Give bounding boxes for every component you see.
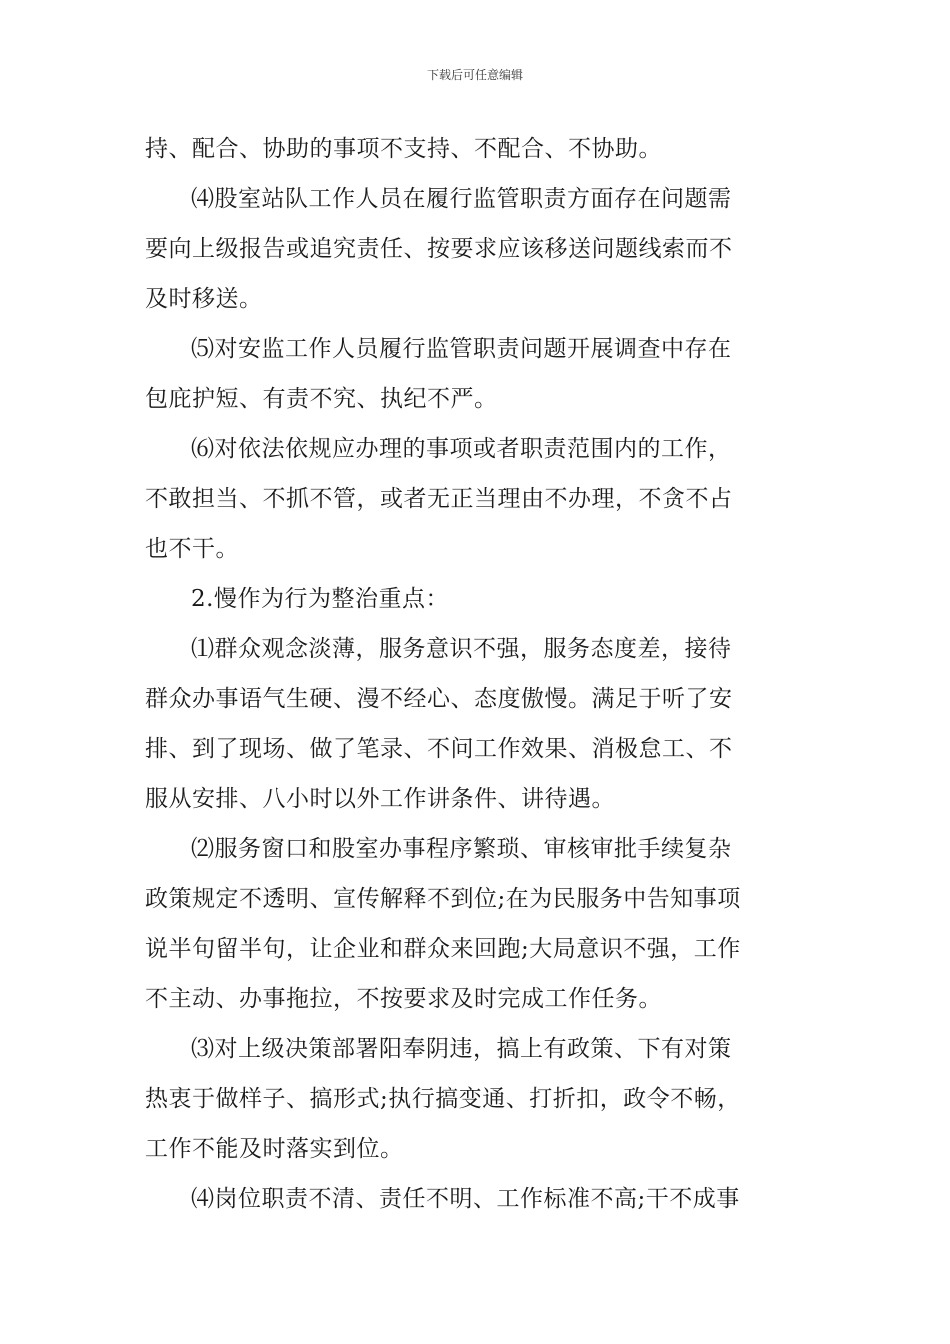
text-line: 群众办事语气生硬、漫不经心、态度傲慢。满足于听了安 <box>145 686 733 712</box>
text-line: ⑸对安监工作人员履行监管职责问题开展调查中存在 <box>191 336 732 362</box>
text-line: ⑹对依法依规应办理的事项或者职责范围内的工作， <box>191 436 732 462</box>
text-line: 不主动、办事拖拉，不按要求及时完成工作任务。 <box>145 986 662 1012</box>
text-line: 持、配合、协助的事项不支持、不配合、不协助。 <box>145 136 662 162</box>
text-line: 包庇护短、有责不究、执纪不严。 <box>145 386 498 412</box>
text-line: 不敢担当、不抓不管，或者无正当理由不办理，不贪不占 <box>145 486 733 512</box>
text-line: 排、到了现场、做了笔录、不问工作效果、消极怠工、不 <box>145 736 733 762</box>
text-line: 也不干。 <box>145 536 239 562</box>
text-line: 工作不能及时落实到位。 <box>145 1136 404 1162</box>
text-line: ⑷股室站队工作人员在履行监管职责方面存在问题需 <box>191 186 732 212</box>
text-line: ⑷岗位职责不清、责任不明、工作标准不高;干不成事 <box>191 1186 740 1212</box>
text-line: 政策规定不透明、宣传解释不到位;在为民服务中告知事项 <box>145 886 741 912</box>
text-line: 热衷于做样子、搞形式;执行搞变通、打折扣，政令不畅， <box>145 1086 741 1112</box>
text-line: ⑶对上级决策部署阳奉阴违，搞上有政策、下有对策 <box>191 1036 732 1062</box>
text-line: 说半句留半句，让企业和群众来回跑;大局意识不强，工作 <box>145 936 741 962</box>
text-line: 及时移送。 <box>145 286 263 312</box>
page-header: 下载后可任意编辑 <box>426 68 523 82</box>
text-line: ⑵服务窗口和股室办事程序繁琐、审核审批手续复杂 <box>191 836 732 862</box>
text-line: 要向上级报告或追究责任、按要求应该移送问题线索而不 <box>145 236 733 262</box>
text-line: ⑴群众观念淡薄，服务意识不强，服务态度差，接待 <box>191 636 732 662</box>
text-line: 2.慢作为行为整治重点： <box>191 586 449 612</box>
document-body <box>145 124 809 1224</box>
text-line: 服从安排、八小时以外工作讲条件、讲待遇。 <box>145 786 615 812</box>
